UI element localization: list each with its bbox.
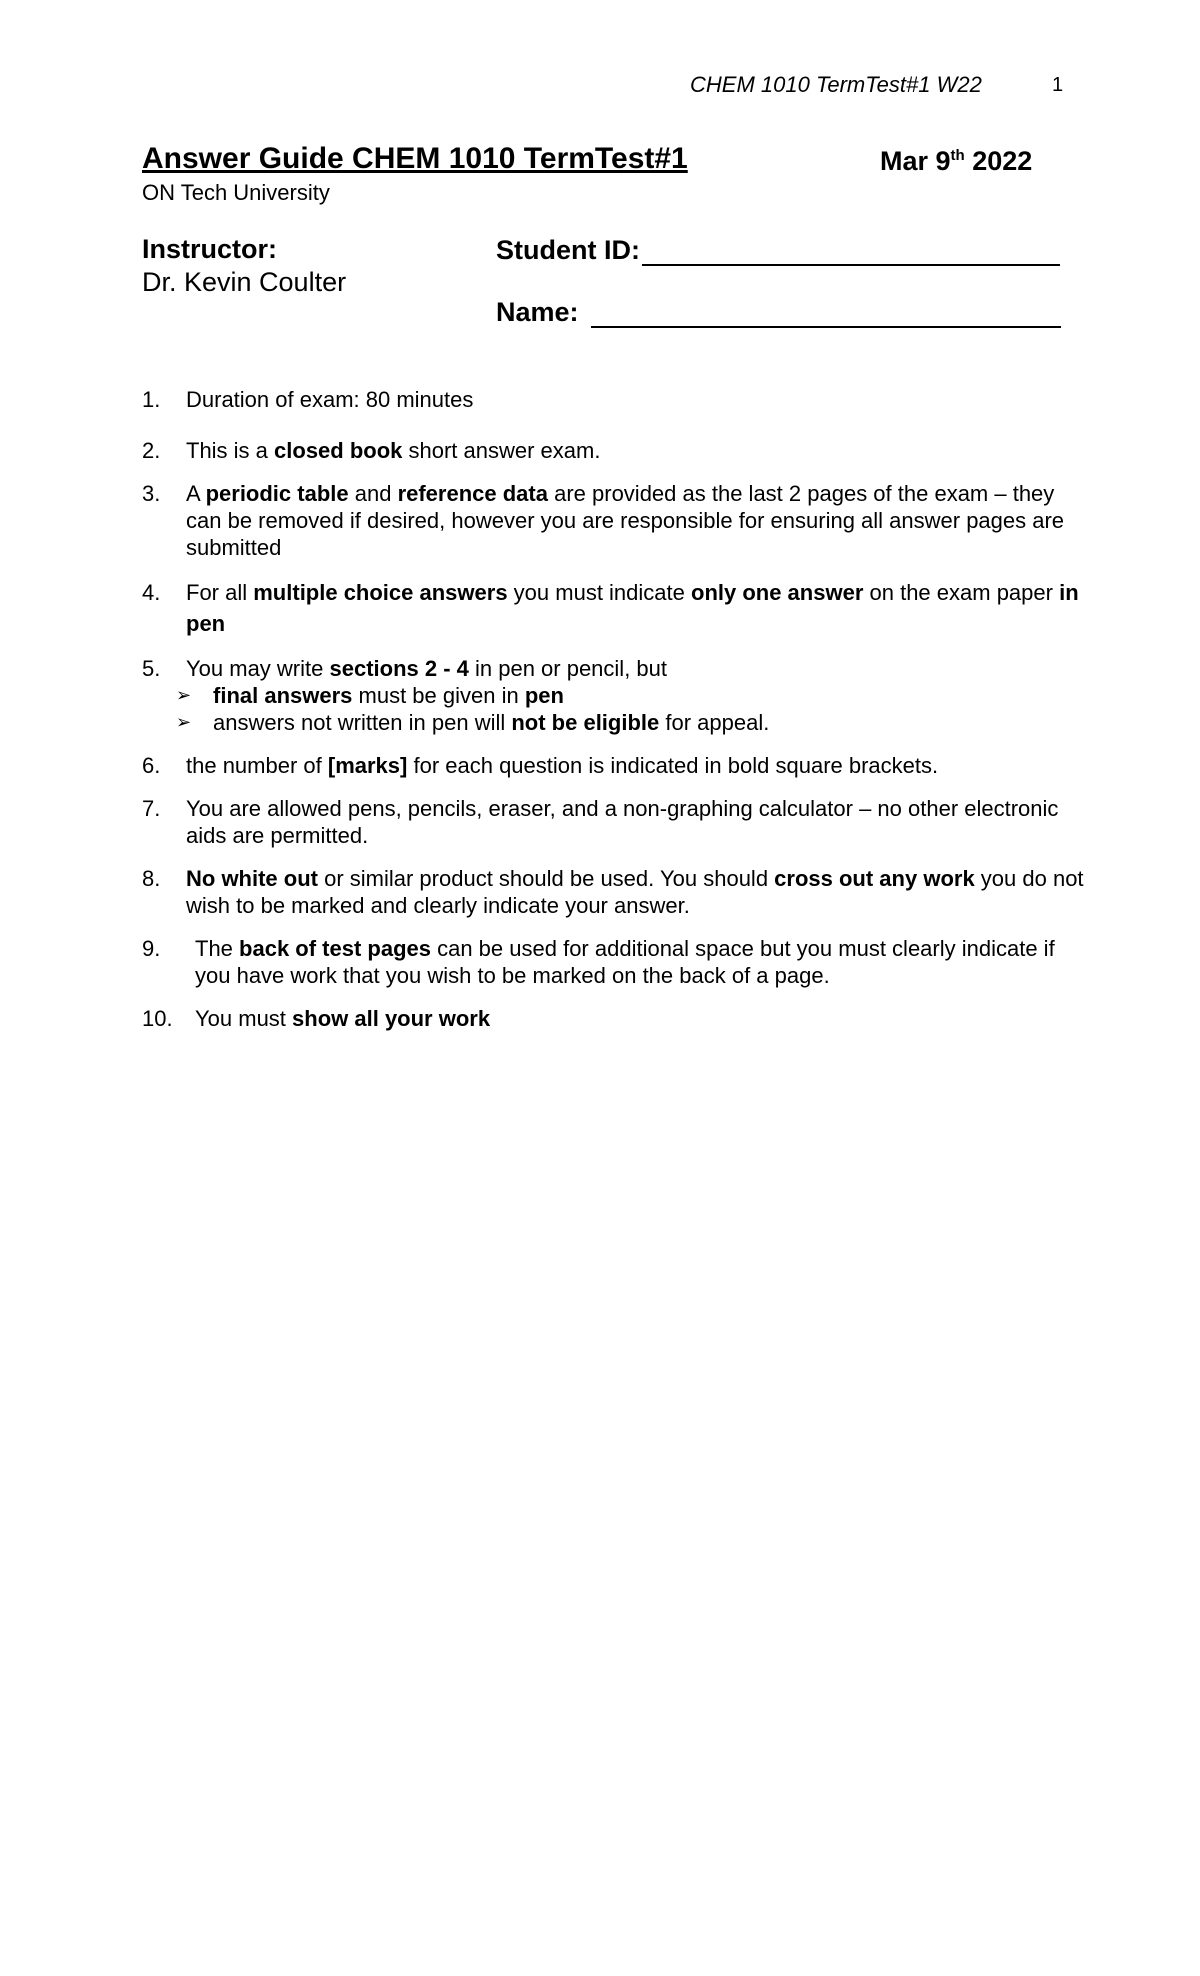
instruction-item — [142, 935, 1092, 989]
bold-run: final answers — [213, 683, 353, 708]
bold-run: only one answer — [691, 580, 864, 605]
text-run: short answer exam. — [402, 438, 601, 463]
bold-run: reference data — [397, 481, 548, 506]
instruction-item — [142, 437, 1092, 464]
exam-date-day: Mar 9 — [880, 146, 951, 176]
text-run: you must indicate — [507, 580, 691, 605]
bold-run: [marks] — [327, 753, 408, 778]
text-run: or similar product should be used. You should — [317, 866, 775, 891]
bold-run: sections 2 - 4 — [329, 656, 469, 681]
item-number: 10. — [142, 1006, 173, 1031]
bold-run: pen — [524, 683, 564, 708]
bold-run: show all your work — [292, 1006, 491, 1031]
sub-item — [142, 709, 1092, 736]
instruction-item — [142, 480, 1092, 561]
item-number: 3. — [142, 481, 161, 506]
instruction-item — [142, 865, 1092, 919]
text-run: for appeal. — [659, 710, 770, 735]
text-run: You may write — [186, 656, 330, 681]
document-title: Answer Guide CHEM 1010 TermTest#1 — [142, 142, 688, 175]
item-number: 5. — [142, 656, 161, 681]
instruction-text — [186, 580, 1079, 636]
running-header: CHEM 1010 TermTest#1 W22 — [690, 72, 982, 97]
text-run: You must — [195, 1006, 293, 1031]
instruction-item — [142, 386, 1092, 413]
text-run: A — [186, 481, 206, 506]
bold-run: in pen — [186, 580, 1079, 636]
text-run: must be given in — [352, 683, 525, 708]
instruction-text — [195, 1006, 490, 1031]
instructions-list — [142, 386, 1092, 1048]
item-number: 7. — [142, 796, 161, 821]
text-run: in pen or pencil, but — [468, 656, 668, 681]
instruction-text — [186, 866, 1084, 918]
item-number: 8. — [142, 866, 161, 891]
instructor-label: Instructor: — [142, 234, 277, 264]
sub-list — [142, 682, 1092, 736]
item-number: 9. — [142, 936, 161, 961]
text-run: are provided as the last 2 pages of the exam – they can be removed if desired, however you are responsible for ensuring all answer pages are submitted — [186, 481, 1065, 560]
text-run: for each question is indicated in bold square brackets. — [407, 753, 939, 778]
item-number: 2. — [142, 438, 161, 463]
arrow-bullet-icon: ➢ — [176, 712, 192, 732]
student-id-blank — [642, 234, 1060, 266]
text-run: The — [195, 936, 240, 961]
name-field — [496, 296, 1061, 328]
bold-run: multiple choice answers — [253, 580, 508, 605]
instructor-name: Dr. Kevin Coulter — [142, 267, 347, 297]
instruction-text — [186, 753, 938, 778]
instruction-text — [186, 656, 667, 681]
exam-date — [880, 146, 1032, 177]
instruction-text — [195, 936, 1055, 988]
instruction-item — [142, 577, 1092, 639]
exam-date-year: 2022 — [972, 146, 1033, 176]
arrow-bullet-icon: ➢ — [176, 685, 192, 705]
instruction-item — [142, 1005, 1092, 1032]
bold-run: periodic table — [205, 481, 349, 506]
item-number: 1. — [142, 387, 161, 412]
bold-run: closed book — [274, 438, 403, 463]
name-label: Name: — [496, 297, 579, 327]
instruction-text: You are allowed pens, pencils, eraser, and a non-graphing calculator – no other electronic aids are permitted. — [186, 796, 1059, 848]
bold-run: back of test pages — [239, 936, 431, 961]
text-run: you do not wish to be marked and clearly indicate your answer. — [186, 866, 1084, 918]
instruction-text — [186, 438, 600, 463]
item-number: 4. — [142, 580, 161, 605]
text-run: For all — [186, 580, 254, 605]
bold-run: No white out — [186, 866, 318, 891]
bold-run: cross out any work — [774, 866, 975, 891]
text-run: on the exam paper — [863, 580, 1060, 605]
institution-name: ON Tech University — [142, 180, 330, 205]
text-run: and — [348, 481, 398, 506]
text-run: This is a — [186, 438, 275, 463]
instruction-item — [142, 655, 1092, 736]
instruction-item — [142, 795, 1092, 849]
item-number: 6. — [142, 753, 161, 778]
instruction-text — [186, 481, 1064, 560]
text-run: the number of — [186, 753, 328, 778]
page-number: 1 — [1052, 74, 1064, 96]
student-id-field — [496, 234, 1060, 266]
text-run: can be used for additional space but you must clearly indicate if you have work that you wish to be marked on the back of a page. — [195, 936, 1055, 988]
name-blank — [591, 296, 1061, 328]
instruction-text: Duration of exam: 80 minutes — [186, 387, 474, 412]
sub-item — [142, 682, 1092, 709]
bold-run: not be eligible — [511, 710, 660, 735]
instruction-item — [142, 752, 1092, 779]
student-id-label: Student ID: — [496, 235, 640, 265]
exam-date-suffix: th — [950, 147, 965, 164]
text-run: answers not written in pen will — [213, 710, 512, 735]
